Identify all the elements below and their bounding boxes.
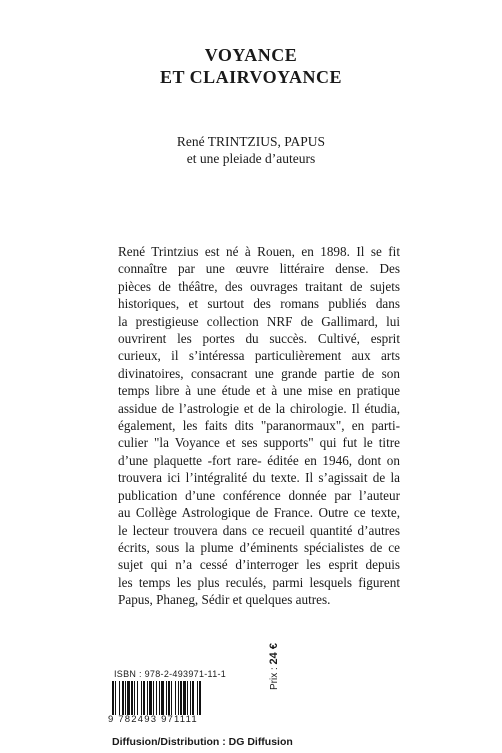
blurb-line: ouvrirent les portes du succès. Cultivé, esprit <box>118 331 400 347</box>
blurb-line: divinatoires, consacrant une grande partie de son <box>118 365 400 381</box>
authors <box>0 133 502 167</box>
barcode-digits: 9 782493 971111 <box>108 714 198 725</box>
blurb-line: pièces de théâtre, des ouvrages traitant de sujets <box>118 278 400 294</box>
isbn-text: ISBN : 978-2-493971-11-1 <box>114 669 227 679</box>
back-cover-blurb <box>118 243 400 609</box>
blurb-line: écrits, sous la plume d’éminents spécialistes de ce <box>118 539 400 555</box>
barcode-icon <box>108 681 258 715</box>
blurb-line: historiques, et surtout des romans publiés dans <box>118 296 400 312</box>
blurb-line: au Collège Astrologique de France. Outre ce texte, <box>118 505 400 521</box>
blurb-line: temps libre à une étude et à une mise en pratique <box>118 383 400 399</box>
blurb-line: René Trintzius est né à Rouen, en 1898. Il se fit <box>118 244 400 259</box>
authors-line-1: René TRINTZIUS, PAPUS <box>176 134 326 149</box>
blurb-line: les temps les plus reculés, parmi lesquels figurent <box>118 574 400 590</box>
title-line-2: ET CLAIRVOYANCE <box>159 67 343 87</box>
blurb-line: curieux, il s’intéressa particulièrement aux arts <box>118 348 400 364</box>
blurb-line: d’une plaquette -fort rare- éditée en 1946, dont on <box>118 452 400 468</box>
barcode-block <box>108 669 276 725</box>
book-title <box>0 44 502 88</box>
blurb-line: la prestigieuse collection NRF de Gallimard, lui <box>118 313 400 329</box>
blurb-line: connaître par une œuvre littéraire dense. Des <box>118 261 400 277</box>
blurb-line: le lecteur trouvera dans ce recueil quantité d’autres <box>118 522 400 538</box>
title-line-1: VOYANCE <box>204 45 298 65</box>
price-label <box>268 643 282 690</box>
authors-line-2: et une pleiade d’auteurs <box>186 151 316 166</box>
blurb-line: trouvera ici l’intégralité du texte. Il s’agissait de la <box>118 470 400 486</box>
blurb-line: Papus, Phaneg, Sédir et quelques autres. <box>118 592 331 608</box>
blurb-line: également, les faits dits "paranormaux", en parti- <box>118 418 400 434</box>
blurb-line: culier "la Voyance et ses supports" qui fut le titre <box>118 435 400 451</box>
distribution-credit: Diffusion/Distribution : DG Diffusion <box>112 736 293 748</box>
blurb-line: sujet qui n’a cessé d’interroger les esprit depuis <box>118 557 400 573</box>
blurb-line: publication d’une conférence donnée par l’auteur <box>118 487 400 503</box>
price-prefix: Prix : <box>269 667 280 690</box>
price-value: 24 € <box>268 643 280 665</box>
blurb-line: assidue de l’astrologie et de la chirologie. Il étudia, <box>118 400 400 416</box>
